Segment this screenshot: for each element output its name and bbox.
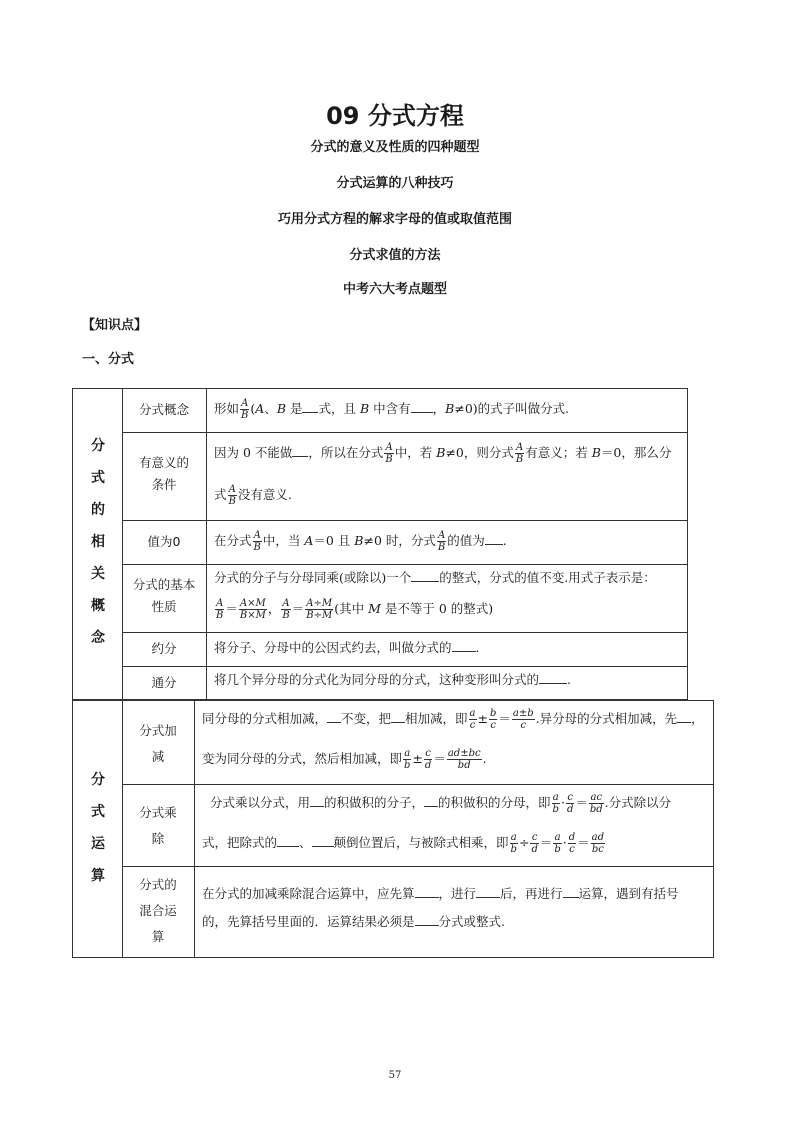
- row-text-common: 将几个异分母的分式化为同分母的分式，这种变形叫分式的 .: [214, 672, 571, 687]
- subtitle-3: 巧用分式方程的解求字母的值或取值范围: [277, 212, 512, 227]
- group1-char: 念: [91, 630, 105, 646]
- row-label-addsub: 分式加 减: [139, 723, 177, 764]
- subtitle-1: 分式的意义及性质的四种题型: [310, 140, 480, 155]
- row-text-mixed-2: 的，先算括号里面的．运算结果必须是 分式或整式.: [202, 914, 505, 929]
- group1-char: 概: [91, 598, 105, 614]
- divider: [122, 632, 688, 633]
- row-label-concept: 分式概念: [138, 402, 189, 417]
- row-label-property: 分式的基本 性质: [132, 577, 196, 614]
- row-text-reduce: 将分子、分母中的公因式约去，叫做分式的 .: [214, 640, 480, 655]
- divider: [206, 388, 207, 700]
- divider: [122, 520, 688, 521]
- subtitle-2: 分式运算的八种技巧: [336, 176, 454, 191]
- row-label-reduce: 约分: [151, 641, 177, 656]
- page-title: 09 分式方程: [326, 102, 464, 130]
- row-label-zero: 值为0: [147, 534, 181, 549]
- divider: [122, 432, 688, 433]
- subtitle-4: 分式求值的方法: [349, 248, 441, 263]
- divider: [122, 866, 714, 867]
- group2-char: 式: [91, 804, 105, 820]
- group1-char: 式: [91, 470, 105, 486]
- page-number: 57: [388, 1070, 402, 1081]
- row-text-muldiv-2: 式，把除式的 、 颠倒位置后，与被除式相乘，即 $\frac{a}{b}$ ÷ $\frac{c}{d}$ ＝ $\frac{a}{b}$ · $\frac{d}{c}$ ＝ $\frac{ad}{bc}$: [202, 832, 605, 855]
- row-text-addsub-2: 变为同分母的分式，然后相加减，即 $\frac{a}{b}$ ± $\frac{c}{d}$ ＝ $\frac{ad\pm bc}{bd}$ .: [202, 748, 487, 771]
- row-text-concept: 形如 $\frac{A}{B}$ (A、B 是 式，且 B 中含有 ，B≠0)的式子叫做分式.: [214, 398, 570, 421]
- group2-char: 分: [91, 772, 105, 788]
- section-title: 一、分式: [82, 352, 135, 367]
- row-text-zero: 在分式 $\frac{A}{B}$ 中，当 A＝0 且 B≠0 时，分式 $\frac{A}{B}$ 的值为 .: [214, 530, 507, 553]
- row-text-addsub-1: 同分母的分式相加减， 不变，把 相加减，即 $\frac{a}{c}$ ± $\frac{b}{c}$ ＝ $\frac{a\pm b}{c}$ .异分母的分式相加减，先 ，: [202, 708, 704, 731]
- divider: [122, 784, 714, 785]
- subtitle-5: 中考六大考点题型: [342, 282, 447, 297]
- group2-char: 运: [91, 836, 105, 852]
- row-label-mixed: 分式的 混合运 算: [139, 877, 177, 944]
- divider: [194, 700, 195, 958]
- row-text-property-2: $\frac{A}{B}$ ＝ $\frac{A\times M}{B\times M}$ ， $\frac{A}{B}$ ＝ $\frac{A\div M}{B\div M}$ (其中 M 是不等于 0 的整式): [216, 598, 494, 621]
- group1-char: 分: [91, 438, 105, 454]
- row-text-meaningful-2: 式 $\frac{A}{B}$ 没有意义.: [214, 484, 292, 507]
- divider: [122, 666, 688, 667]
- row-label-meaningful: 有意义的 条件: [138, 455, 189, 492]
- row-text-property-1: 分式的分子与分母同乘(或除以)一个 的整式，分式的值不变.用式子表示是：: [214, 570, 656, 585]
- group1-char: 关: [91, 566, 105, 582]
- row-text-mixed-1: 在分式的加减乘除混合运算中，应先算 ，进行 后，再进行 运算，遇到有括号: [202, 886, 679, 901]
- row-label-common: 通分: [151, 675, 177, 690]
- divider: [122, 564, 688, 565]
- group2-label: [86, 764, 110, 892]
- group2-char: 算: [91, 868, 105, 884]
- group1-char: 相: [91, 534, 105, 550]
- group1-char: 的: [91, 502, 105, 518]
- knowledge-label: 【知识点】: [82, 318, 148, 333]
- row-text-muldiv-1: 分式乘以分式，用 的积做积的分子， 的积做积的分母，即 $\frac{a}{b}$ · $\frac{c}{d}$ ＝ $\frac{ac}{bd}$ .分式除以分: [210, 792, 672, 815]
- row-label-muldiv: 分式乘 除: [139, 805, 177, 846]
- group1-label: [86, 430, 110, 654]
- row-text-meaningful-1: 因为 0 不能做 ，所以在分式 $\frac{A}{B}$ 中，若 B≠0，则分式 $\frac{A}{B}$ 有意义；若 B＝0，那么分: [214, 442, 672, 465]
